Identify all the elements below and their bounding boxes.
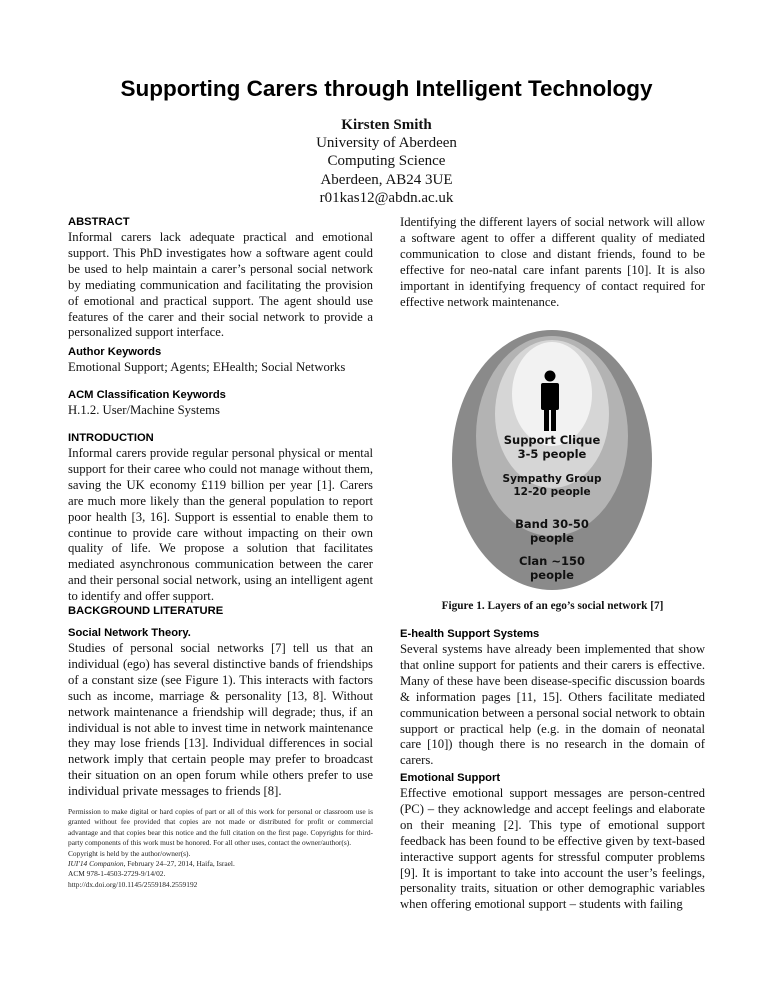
acm-section: [68, 388, 373, 419]
paper-title: Supporting Carers through Intelligent Technology: [120, 76, 653, 101]
venue-line: [68, 859, 373, 869]
ehealth-text: Several systems have already been implemented that show that online support for patients and their carers is effective. Many of these have been disease-specific discussion boards & information pages [11, 15]. Others facilitate mediated communication between a personal social network to obtain support or practical help (e.g. in the domain of neonatal care [10]) though there is no research in the domain of carers.: [400, 642, 705, 768]
keywords-heading: Author Keywords: [68, 346, 162, 358]
keywords-text: Emotional Support; Agents; EHealth; Social Networks: [68, 360, 346, 374]
introduction-heading: INTRODUCTION: [68, 432, 154, 444]
abstract-section: [68, 215, 373, 341]
copyright-line: Copyright is held by the author/owner(s).: [68, 848, 191, 858]
keywords-section: [68, 345, 373, 376]
ehealth-heading: E-health Support Systems: [400, 628, 540, 640]
band-label: Band 30-50: [515, 517, 589, 531]
sympathy-group-label: Sympathy Group: [502, 473, 602, 485]
author-name: Kirsten Smith: [341, 117, 432, 133]
author-department: Computing Science: [327, 153, 446, 170]
author-email: r01kas12@abdn.ac.uk: [319, 189, 454, 206]
venue-name: IUI'14 Companion: [68, 859, 124, 869]
abstract-text: Informal carers lack adequate practical and emotional support. This PhD investigates how a software agent could be used to help maintain a carer’s personal social network by mediating communication and facilitating the provision of emotional and practical support. The agent should use features of the carer and their social network to provide a personalized support interface.: [68, 230, 373, 340]
clan-count: people: [530, 568, 574, 582]
author-affiliation: University of Aberdeen: [316, 135, 457, 152]
figure-caption: Figure 1. Layers of an ego’s social network [7]: [441, 600, 664, 612]
ehealth-section: [400, 627, 705, 769]
venue-details: , February 24–27, 2014, Haifa, Israel.: [123, 859, 235, 869]
acm-isbn-line: ACM 978-1-4503-2729-9/14/02.: [68, 869, 166, 879]
background-heading: BACKGROUND LITERATURE: [68, 605, 224, 617]
author-block: [0, 116, 773, 207]
social-network-theory-section: [68, 626, 373, 800]
acm-text: H.1.2. User/Machine Systems: [68, 403, 220, 417]
acm-heading: ACM Classification Keywords: [68, 389, 226, 401]
permission-block: [68, 807, 373, 890]
sympathy-group-count: 12-20 people: [513, 486, 591, 498]
clan-label: Clan ~150: [519, 554, 585, 568]
social-network-theory-text: Studies of personal social networks [7] tell us that an individual (ego) has several distinctive bands of friendships of a constant size (see Figure 1). This interacts with factors such as income, marriage & personality [13, 8]. Without network maintenance a friendship will degrade; thus, if an individual is not able to invest time in network maintenance they may lose friends [13]. Individual differences in social network imply that certain people may prefer to broadcast their situation on an open forum while others prefer to use individual private messages to friends [8].: [68, 641, 373, 799]
emotional-support-text: Effective emotional support messages are person-centred (PC) – they acknowledge and accept feelings and elaborate on their meaning [2]. This type of emotional support feedback has been found to be effective given by text-based interactive support agents for stressful computer problems [9]. It is important to take into account the user’s feelings, personality traits, situation or other demographic variables when offering emotional support – students with failing: [400, 786, 705, 912]
permission-text: Permission to make digital or hard copies of part or all of this work for personal or classroom use is granted without fee provided that copies are not made or distributed for profit or commercial advantage and that copies bear this notice and the full citation on the first page. Copyrights for third-party components of this work must be honored. For all other uses, contact the owner/author(s).: [68, 807, 373, 848]
support-clique-label: Support Clique: [503, 433, 601, 447]
introduction-text: Informal carers provide regular personal physical or mental support for their caree who could not manage without them, saving the UK economy £119 billion per year [1]. Carers are much more likely than the general population to report poor health [3, 16]. Support is essential to enable them to continue to provide care without impacting on their own quality of life. We propose a solution that facilitates mediated asynchronous communication between the carer and their personal social network, using an intelligent agent to identify and offer support.: [68, 446, 373, 604]
doi-link[interactable]: http://dx.doi.org/10.1145/2559184.2559192: [68, 879, 198, 889]
intro-continuation-text: Identifying the different layers of social network will allow a software agent to offer a different quality of mediated communication to close and distant friends, found to be effective for neo-natal care infant parents [10]. It is also important in identifying frequency of contact required for effective network maintenance.: [400, 215, 705, 309]
introduction-section: [68, 431, 373, 605]
emotional-support-section: [400, 771, 705, 913]
social-network-theory-heading: Social Network Theory.: [68, 627, 191, 639]
intro-continuation: [400, 215, 705, 310]
social-network-figure: [452, 330, 652, 590]
abstract-heading: ABSTRACT: [68, 216, 130, 228]
author-address: Aberdeen, AB24 3UE: [320, 171, 453, 188]
support-clique-count: 3-5 people: [517, 447, 587, 461]
background-section: [68, 604, 373, 619]
emotional-support-heading: Emotional Support: [400, 772, 501, 784]
band-count: people: [530, 531, 574, 545]
